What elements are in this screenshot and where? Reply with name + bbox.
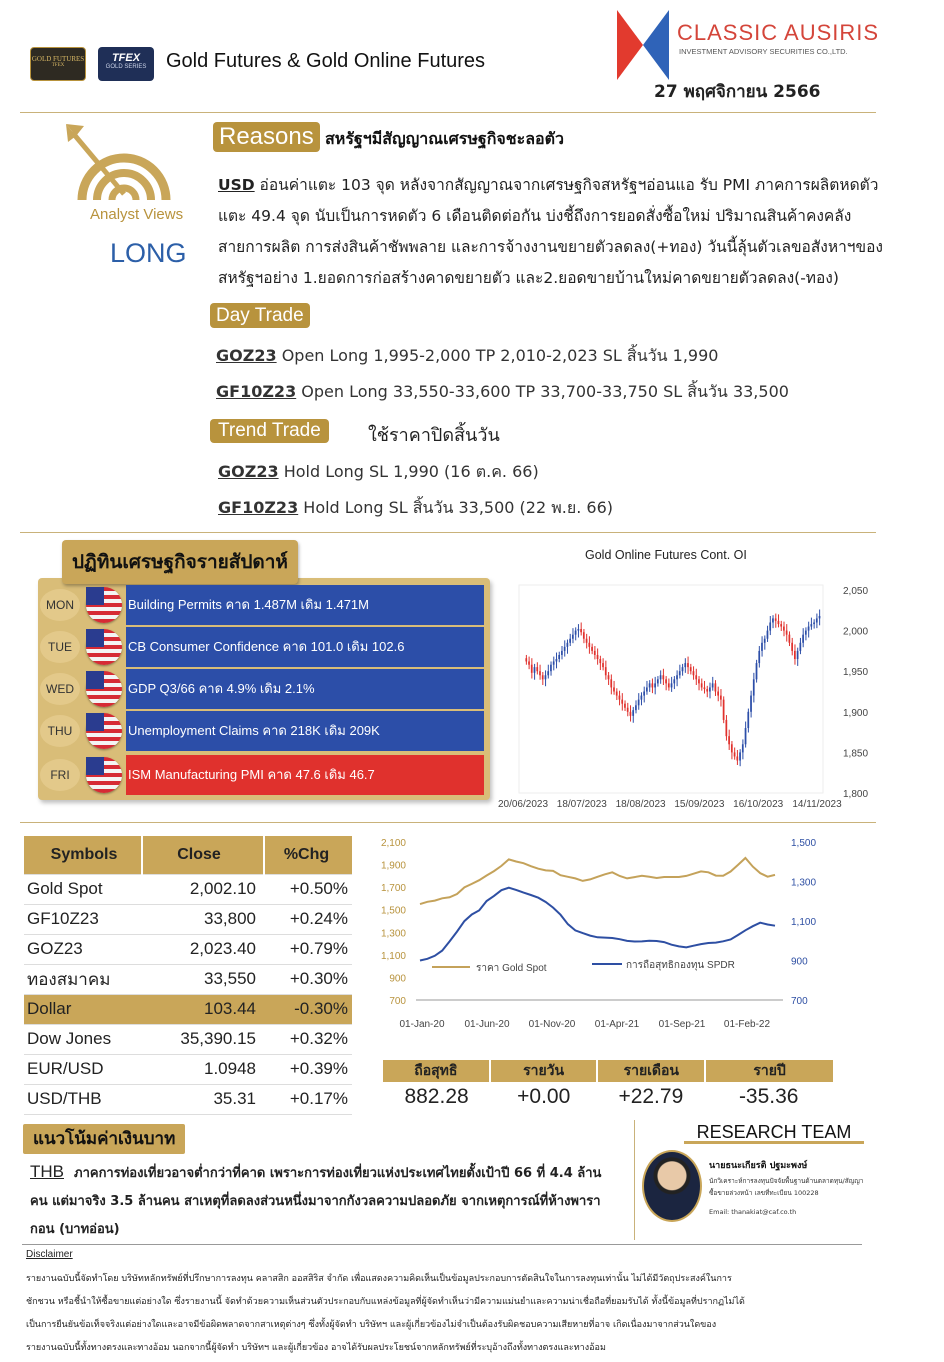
y-tick-label: 2,050 <box>843 586 869 597</box>
candle <box>602 663 604 667</box>
candle <box>816 618 818 622</box>
quote-symbol: ทองสมาคม <box>24 964 142 994</box>
quote-row <box>24 1054 352 1084</box>
disclaimer-body: รายงานฉบับนี้จัดทำโดย บริษัทหลักทรัพย์ที่ปรึกษาการลงทุน คลาสสิก ออสสิริส จำกัด เพื่อแสดงความคิดเห็นเป็นข้อมูลประกอบการตัดสินใจในการลงทุนเท่านั้น ไม่ได้มีวัตถุประสงค์ในการ ชักชวน หรือชี้นำให้ซื้อขายแต่อย่างใด ซึ่งรายงานนี้ จัดทำด้วยความเห็นส่วนตัวประกอบกับแหล่งข้อมูลที่ผู้จัดทำเห็นว่ามีความแม่นยำและความน่าเชื่อถือที่ยอมรับได้ ทั้งนี้ข้อมูลที่ปรากฏไม่ได้ เป็นการยืนยันข้อเท็จจริงแต่อย่างใดและอาจมีข้อผิดพลาดจากสาเหตุต่างๆ ซึ่งทั้งผู้จัดทำ บริษัทฯ และผู้เกี่ยวข้องไม่จำเป็นต้องรับผิดชอบความเสียหายที่อาจ เกิดเนื่องมาจากส่วนใดของ รายงานฉบับนี้ทั้งทางตรงและทางอ้อม นอกจากนี้ผู้จัดทำ บริษัทฯ และผู้เกี่ยวข้อง อาจได้รับผลประโยชน์จากหลักทรัพย์ที่ระบุอ้างถึงทั้งทางตรงและทางอ้อม <box>26 1274 745 1353</box>
candle <box>619 696 621 700</box>
x-tick-label: 01-Apr-21 <box>594 1019 640 1030</box>
candle <box>679 671 681 675</box>
candle <box>778 621 780 624</box>
report-date: 27 พฤศจิกายน 2566 <box>654 82 821 102</box>
candle <box>534 667 536 673</box>
candle <box>767 631 769 639</box>
candle <box>561 651 563 655</box>
candle <box>525 658 527 661</box>
candle <box>550 665 552 671</box>
spdr-summary <box>383 1060 833 1112</box>
candle <box>802 635 804 643</box>
candle <box>742 744 744 752</box>
quote-close: 33,800 <box>142 904 264 934</box>
plot-area <box>519 585 823 793</box>
candle <box>791 643 793 651</box>
spdr-header-monthly: รายเดือน <box>598 1060 706 1082</box>
baht-outlook-title: แนวโน้มค่าเงินบาท <box>23 1124 185 1154</box>
target-dart-icon <box>62 120 182 210</box>
x-tick-label: 18/07/2023 <box>556 799 607 810</box>
candle <box>797 651 799 659</box>
candle <box>745 728 747 744</box>
spdr-daily-value: +0.00 <box>517 1085 571 1108</box>
quote-change: +0.39% <box>264 1054 352 1084</box>
x-tick-label: 14/11/2023 <box>792 799 842 810</box>
quote-symbol: Dow Jones <box>24 1024 142 1054</box>
y-left-tick-label: 1,100 <box>380 950 406 962</box>
candle <box>720 696 722 700</box>
candle <box>599 659 601 663</box>
candle <box>660 675 662 679</box>
day-badge: WED <box>40 673 80 705</box>
y-right-tick-label: 1,300 <box>791 877 817 889</box>
analyst-name: นายธนะเกียรติ ปฐมะพงษ์ <box>709 1161 808 1171</box>
candle <box>553 661 555 664</box>
candle <box>783 627 785 631</box>
tfex-logo: TFEX GOLD SERIES <box>98 47 154 81</box>
candle <box>712 683 714 687</box>
y-tick-label: 1,950 <box>843 667 869 679</box>
quote-row <box>24 964 352 994</box>
candle <box>545 675 547 679</box>
thb-ticker: THB <box>30 1162 64 1181</box>
candle <box>780 624 782 626</box>
spdr-header-yearly: รายปี <box>753 1063 786 1079</box>
event-text: GDP Q3/66 คาด 4.9% เดิม 2.1% <box>126 669 484 709</box>
y-left-tick-label: 2,100 <box>380 838 406 849</box>
trend-trade-note: ใช้ราคาปิดสิ้นวัน <box>368 425 500 446</box>
candle <box>643 692 645 696</box>
quote-close: 35,390.15 <box>142 1024 264 1054</box>
analyst-role: นักวิเคราะห์การลงทุนปัจจัยพื้นฐานด้านตลาดทุน/สัญญาซื้อขายล่วงหน้า เลขที่ทะเบียน 100228 <box>709 1177 864 1197</box>
quote-close: 1.0948 <box>142 1054 264 1084</box>
candle <box>577 629 579 631</box>
candle <box>662 675 664 679</box>
candle <box>547 671 549 675</box>
candle <box>630 712 632 716</box>
candle <box>794 651 796 659</box>
x-tick-label: 20/06/2023 <box>497 799 549 810</box>
quote-change: +0.79% <box>264 934 352 964</box>
candle <box>564 647 566 651</box>
candle <box>813 622 815 624</box>
day-badge: THU <box>40 715 80 747</box>
candle <box>531 665 533 673</box>
candle <box>775 618 777 620</box>
quote-change: +0.17% <box>264 1084 352 1114</box>
candle <box>750 696 752 712</box>
quote-change: -0.30% <box>264 994 352 1024</box>
y-right-tick-label: 700 <box>791 996 808 1007</box>
candle <box>605 667 607 675</box>
candle <box>739 752 741 760</box>
candle <box>646 687 648 691</box>
y-tick-label: 2,000 <box>843 626 869 638</box>
quote-symbol: Dollar <box>24 994 142 1024</box>
candle <box>671 683 673 687</box>
candle <box>698 679 700 683</box>
reasons-tag: Reasons <box>213 122 320 152</box>
quote-row <box>24 994 352 1024</box>
us-flag-icon <box>86 757 122 793</box>
spdr-header-daily: รายวัน <box>491 1060 599 1082</box>
quote-symbol: EUR/USD <box>24 1054 142 1084</box>
y-left-tick-label: 1,500 <box>380 905 406 917</box>
analyst-views-label: Analyst Views <box>90 206 184 223</box>
event-text: CB Consumer Confidence คาด 101.0 เดิม 102.6 <box>126 627 484 667</box>
candle <box>690 667 692 671</box>
y-left-tick-label: 1,300 <box>380 928 406 940</box>
reasons-body: USD อ่อนค่าแตะ 103 จุด หลังจากสัญญาณจากเศรษฐกิจสหรัฐฯอ่อนแอ รับ PMI ภาคการผลิตหดตัว แตะ 49.4 จุด นับเป็นการหดตัว 6 เดือนติดต่อกัน บ่งชี้ถึงการยอดสั่งซื้อใหม่ ปริมาณสินค้าคงคลัง สายการผลิต การส่งสินค้าชัพพลาย และการจ้างงานขยายตัวลดลง(+ทอง) วันนี้ลุ้นตัวเลขอสังหาฯของ สหรัฐฯอย่าง 1.ยอดการก่อสร้างคาดขยายตัว และ2.ยอดขายบ้านใหม่คาดขยายตัวลดลง(-ทอง) <box>218 176 883 287</box>
candle <box>528 661 530 664</box>
quote-symbol: USD/THB <box>24 1084 142 1114</box>
candle <box>651 683 653 687</box>
candle <box>654 683 656 687</box>
reasons-headline: สหรัฐฯมีสัญญาณเศรษฐกิจชะลอตัว <box>325 129 565 148</box>
candle <box>728 736 730 744</box>
candle <box>753 679 755 695</box>
quote-symbol: GOZ23 <box>24 934 142 964</box>
day-badge: FRI <box>40 759 80 791</box>
candle <box>819 616 821 618</box>
candle <box>597 655 599 659</box>
candle <box>687 663 689 667</box>
day-trade-tag: Day Trade <box>210 303 310 328</box>
us-flag-icon <box>86 587 122 623</box>
candle <box>772 618 774 622</box>
candle <box>649 683 651 687</box>
y-tick-label: 1,800 <box>843 789 869 800</box>
candle <box>539 671 541 675</box>
event-text: ISM Manufacturing PMI คาด 47.6 เดิม 46.7 <box>126 755 484 795</box>
candle <box>799 643 801 651</box>
candle <box>641 696 643 700</box>
x-tick-label: 01-Jun-20 <box>464 1019 510 1030</box>
candle <box>715 683 717 691</box>
gold-futures-logo: GOLD FUTURES TFEX <box>30 47 86 81</box>
candle <box>635 705 637 710</box>
candle <box>632 710 634 716</box>
candle <box>542 675 544 679</box>
disclaimer-title: Disclaimer <box>26 1249 73 1260</box>
candle <box>761 643 763 651</box>
quote-change: +0.50% <box>264 874 352 904</box>
candle <box>769 622 771 630</box>
candle <box>805 631 807 635</box>
candle <box>569 639 571 643</box>
candle <box>624 704 626 708</box>
candle <box>736 756 738 760</box>
x-tick-label: 01-Jan-20 <box>399 1019 445 1030</box>
page-title: Gold Futures & Gold Online Futures <box>166 50 486 72</box>
candle-chart-title: Gold Online Futures Cont. OI <box>585 548 747 562</box>
candle <box>706 689 708 691</box>
candle <box>588 643 590 647</box>
candle <box>693 671 695 675</box>
candle <box>586 639 588 643</box>
candle <box>725 720 727 736</box>
col-header-symbols: Symbols <box>24 836 142 874</box>
analyst-view-direction: LONG <box>110 238 187 268</box>
candle <box>676 675 678 679</box>
legend-label: ราคา Gold Spot <box>476 963 547 974</box>
quote-table <box>24 836 352 1115</box>
candle <box>723 700 725 720</box>
quote-close: 33,550 <box>142 964 264 994</box>
candle <box>709 687 711 691</box>
candle <box>734 752 736 756</box>
day-trade-item: GOZ23 Open Long 1,995-2,000 TP 2,010-2,023 SL สิ้นวัน 1,990 <box>216 346 719 365</box>
trend-trade-tag: Trend Trade <box>210 419 329 443</box>
us-flag-icon <box>86 713 122 749</box>
candle <box>627 708 629 712</box>
candle <box>665 679 667 683</box>
x-tick-label: 01-Feb-22 <box>723 1019 771 1030</box>
section-divider <box>20 532 876 533</box>
candle <box>583 632 585 638</box>
candle <box>621 700 623 704</box>
candle <box>580 629 582 632</box>
candle <box>610 679 612 687</box>
x-tick-label: 01-Nov-20 <box>528 1019 576 1030</box>
quote-table-header <box>24 836 352 874</box>
candle <box>657 679 659 683</box>
quote-row <box>24 1084 352 1114</box>
candle <box>731 744 733 752</box>
candle <box>808 627 810 631</box>
quote-close: 2,002.10 <box>142 874 264 904</box>
quote-row <box>24 874 352 904</box>
quote-row <box>24 934 352 964</box>
y-left-tick-label: 700 <box>389 996 406 1007</box>
candle <box>558 655 560 659</box>
event-text: Unemployment Claims คาด 218K เดิม 209K <box>126 711 484 751</box>
quote-change: +0.32% <box>264 1024 352 1054</box>
quote-change: +0.30% <box>264 964 352 994</box>
day-trade-item: GF10Z23 Open Long 33,550-33,600 TP 33,700-33,750 SL สิ้นวัน 33,500 <box>216 382 789 401</box>
spdr-monthly-value: +22.79 <box>618 1085 684 1108</box>
quote-row <box>24 904 352 934</box>
series-line <box>420 858 775 904</box>
y-tick-label: 1,900 <box>843 707 869 719</box>
candle <box>638 700 640 706</box>
candle <box>717 692 719 696</box>
disclaimer-divider <box>22 1244 862 1245</box>
gold-online-futures-chart <box>497 575 885 815</box>
quote-close: 103.44 <box>142 994 264 1024</box>
x-tick-label: 01-Sep-21 <box>658 1019 706 1030</box>
candle <box>594 651 596 655</box>
quote-row <box>24 1024 352 1054</box>
candle <box>575 631 577 635</box>
y-right-tick-label: 1,100 <box>791 917 817 928</box>
candle <box>668 683 670 687</box>
candle <box>567 643 569 647</box>
y-right-tick-label: 1,500 <box>791 838 817 849</box>
y-left-tick-label: 1,900 <box>380 860 406 872</box>
candle <box>789 635 791 643</box>
usd-ticker: USD <box>218 176 255 194</box>
us-flag-icon <box>86 629 122 665</box>
company-logo-mark <box>617 10 669 80</box>
event-text: Building Permits คาด 1.487M เดิม 1.471M <box>126 585 484 625</box>
analyst-avatar <box>642 1150 702 1222</box>
candle <box>608 675 610 679</box>
legend-label: การถือสุทธิกองทุน SPDR <box>626 960 735 971</box>
candle <box>758 651 760 663</box>
candle <box>786 631 788 635</box>
candle <box>810 624 812 626</box>
day-badge: MON <box>40 589 80 621</box>
header-divider <box>20 112 876 113</box>
company-name: CLASSIC AUSIRIS <box>677 20 880 45</box>
quote-symbol: Gold Spot <box>24 874 142 904</box>
research-team-title: RESEARCH TEAM <box>684 1122 864 1144</box>
gold-spot-vs-spdr-chart <box>370 830 840 1040</box>
quote-close: 35.31 <box>142 1084 264 1114</box>
spdr-yearly-value: -35.36 <box>738 1085 799 1108</box>
x-tick-label: 16/10/2023 <box>733 799 784 810</box>
x-tick-label: 15/09/2023 <box>674 799 725 810</box>
quote-change: +0.24% <box>264 904 352 934</box>
col-header-close: Close <box>142 836 264 874</box>
quote-close: 2,023.40 <box>142 934 264 964</box>
quote-symbol: GF10Z23 <box>24 904 142 934</box>
company-subtitle: INVESTMENT ADVISORY SECURITIES CO.,LTD. <box>679 47 848 56</box>
series-line <box>420 888 775 961</box>
candle <box>616 692 618 696</box>
candle <box>764 639 766 643</box>
candle <box>701 683 703 687</box>
candle <box>591 647 593 651</box>
y-right-tick-label: 900 <box>791 956 808 968</box>
candle <box>684 663 686 667</box>
spdr-header-net: ถือสุทธิ <box>383 1060 491 1082</box>
y-left-tick-label: 900 <box>389 973 406 985</box>
candle <box>556 659 558 661</box>
section-divider <box>20 822 876 823</box>
y-left-tick-label: 1,700 <box>380 883 406 895</box>
candle <box>682 667 684 671</box>
candle <box>613 687 615 691</box>
trend-trade-item: GOZ23 Hold Long SL 1,990 (16 ต.ค. 66) <box>218 462 539 481</box>
spdr-net-value: 882.28 <box>404 1085 469 1108</box>
candle <box>704 687 706 689</box>
y-tick-label: 1,850 <box>843 748 869 760</box>
candle <box>756 663 758 679</box>
candle <box>673 679 675 683</box>
trend-trade-item: GF10Z23 Hold Long SL สิ้นวัน 33,500 (22 พ.ย. 66) <box>218 498 614 517</box>
candle <box>572 635 574 639</box>
us-flag-icon <box>86 671 122 707</box>
x-tick-label: 18/08/2023 <box>615 799 666 810</box>
vertical-divider <box>634 1120 635 1240</box>
col-header-chg: %Chg <box>264 836 352 874</box>
candle <box>536 667 538 671</box>
calendar-title: ปฏิทินเศรษฐกิจรายสัปดาห์ <box>62 540 298 584</box>
analyst-email: Email: thanakiat@caf.co.th <box>709 1208 797 1216</box>
candle <box>695 675 697 679</box>
candle <box>747 712 749 728</box>
baht-outlook-body: THB ภาคการท่องเที่ยวอาจต่ำกว่าที่คาด เพราะการท่องเที่ยวแห่งประเทศไทยตั้งเป้าปี 66 ที่ 4.4 ล้าน คน แต่มาจริง 3.5 ล้านคน สาเหตุที่ลดลงส่วนหนึ่งมาจากกังวลความปลอดภัย จากเหตุการณ์ที่ห้างพารา กอน (บาทอ่อน) <box>30 1162 602 1237</box>
day-badge: TUE <box>40 631 80 663</box>
